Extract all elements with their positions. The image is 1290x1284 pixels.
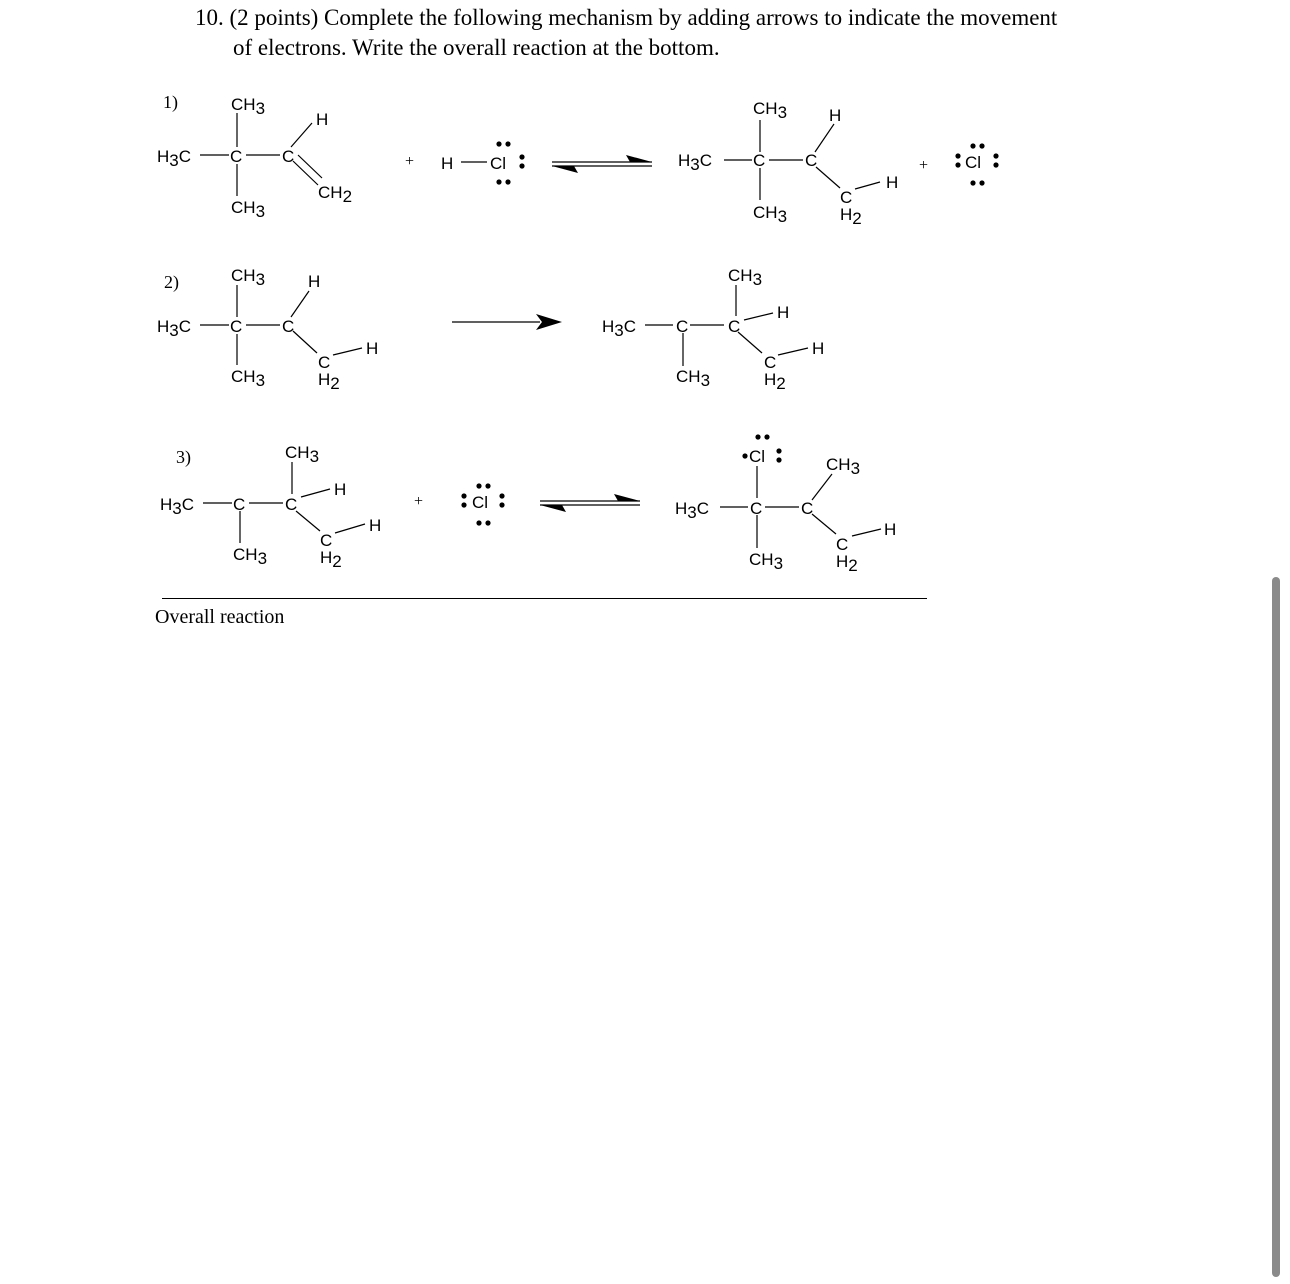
svg-text:C: C <box>728 317 741 336</box>
svg-text:H: H <box>829 106 842 125</box>
svg-text:H3C: H3C <box>678 151 713 174</box>
svg-text:H3C: H3C <box>675 499 710 522</box>
svg-text:H3C: H3C <box>157 147 192 170</box>
svg-text:CH3: CH3 <box>826 455 861 478</box>
svg-text:C: C <box>805 151 818 170</box>
svg-text:Cl: Cl <box>965 153 982 172</box>
svg-text:C: C <box>750 499 763 518</box>
svg-text:Cl: Cl <box>490 154 507 173</box>
step2-reactant <box>157 266 378 393</box>
step-label-3: 3) <box>176 447 191 467</box>
svg-text:H: H <box>366 339 379 358</box>
svg-text:H: H <box>777 303 790 322</box>
svg-text:CH3: CH3 <box>285 443 320 466</box>
step-label-1: 1) <box>163 92 178 112</box>
step1-reactant <box>157 95 352 221</box>
svg-text:H: H <box>316 110 329 129</box>
svg-text:+: + <box>405 153 415 170</box>
step-label-2: 2) <box>164 272 179 292</box>
svg-text:C: C <box>801 499 814 518</box>
svg-text:C: C <box>285 495 298 514</box>
svg-text:H: H <box>334 480 347 499</box>
question-text-line-1: 10. (2 points) Complete the following mechanism by adding arrows to indicate the movement <box>195 5 1058 30</box>
svg-text:Cl: Cl <box>472 493 489 512</box>
mechanism-diagram <box>0 0 1290 600</box>
overall-reaction-label: Overall reaction <box>155 606 285 628</box>
svg-text:H: H <box>886 173 899 192</box>
svg-text:C: C <box>753 151 766 170</box>
svg-text:CH3: CH3 <box>231 367 266 390</box>
svg-text:CH3: CH3 <box>231 198 266 221</box>
svg-text:H3C: H3C <box>602 317 637 340</box>
svg-text:C: C <box>282 147 295 166</box>
svg-text:+: + <box>919 157 929 174</box>
svg-text:CH3: CH3 <box>231 266 266 289</box>
step1-product <box>678 99 898 228</box>
svg-text:C: C <box>230 147 243 166</box>
svg-text:+: + <box>414 493 424 510</box>
question-text-line-2: of electrons. Write the overall reaction at the bottom. <box>233 35 720 60</box>
svg-text:C: C <box>282 317 295 336</box>
svg-text:C: C <box>320 531 333 550</box>
svg-text:H2: H2 <box>840 205 862 228</box>
svg-text:C: C <box>318 353 331 372</box>
step2-product <box>602 266 824 393</box>
svg-text:H: H <box>369 516 382 535</box>
svg-text:H: H <box>812 339 825 358</box>
svg-text:H2: H2 <box>836 552 858 575</box>
svg-text:H: H <box>308 272 321 291</box>
svg-text:H3C: H3C <box>160 495 195 518</box>
svg-text:C: C <box>676 317 689 336</box>
svg-text:C: C <box>764 353 777 372</box>
svg-text:CH2: CH2 <box>318 183 353 206</box>
svg-text:CH3: CH3 <box>676 367 711 390</box>
svg-text:Cl: Cl <box>749 447 766 466</box>
svg-text:CH3: CH3 <box>728 266 763 289</box>
svg-text:CH3: CH3 <box>753 99 788 122</box>
svg-text:H3C: H3C <box>157 317 192 340</box>
svg-text:H2: H2 <box>320 548 342 571</box>
svg-text:C: C <box>230 317 243 336</box>
svg-text:C: C <box>836 535 849 554</box>
svg-text:H2: H2 <box>764 370 786 393</box>
answer-rule <box>162 598 927 599</box>
svg-text:C: C <box>840 188 853 207</box>
svg-text:C: C <box>233 495 246 514</box>
step1-chloride <box>955 143 998 185</box>
step3-chloride <box>461 483 504 525</box>
step1-hcl <box>441 141 525 184</box>
svg-text:CH3: CH3 <box>233 545 268 568</box>
svg-text:H: H <box>441 154 454 173</box>
svg-text:CH3: CH3 <box>749 550 784 573</box>
step3-product <box>675 434 896 575</box>
step3-reactant <box>160 443 381 571</box>
svg-text:H: H <box>884 520 897 539</box>
svg-text:H2: H2 <box>318 370 340 393</box>
vertical-scrollbar[interactable] <box>1272 577 1280 1277</box>
svg-text:CH3: CH3 <box>753 203 788 226</box>
svg-text:CH3: CH3 <box>231 95 266 118</box>
